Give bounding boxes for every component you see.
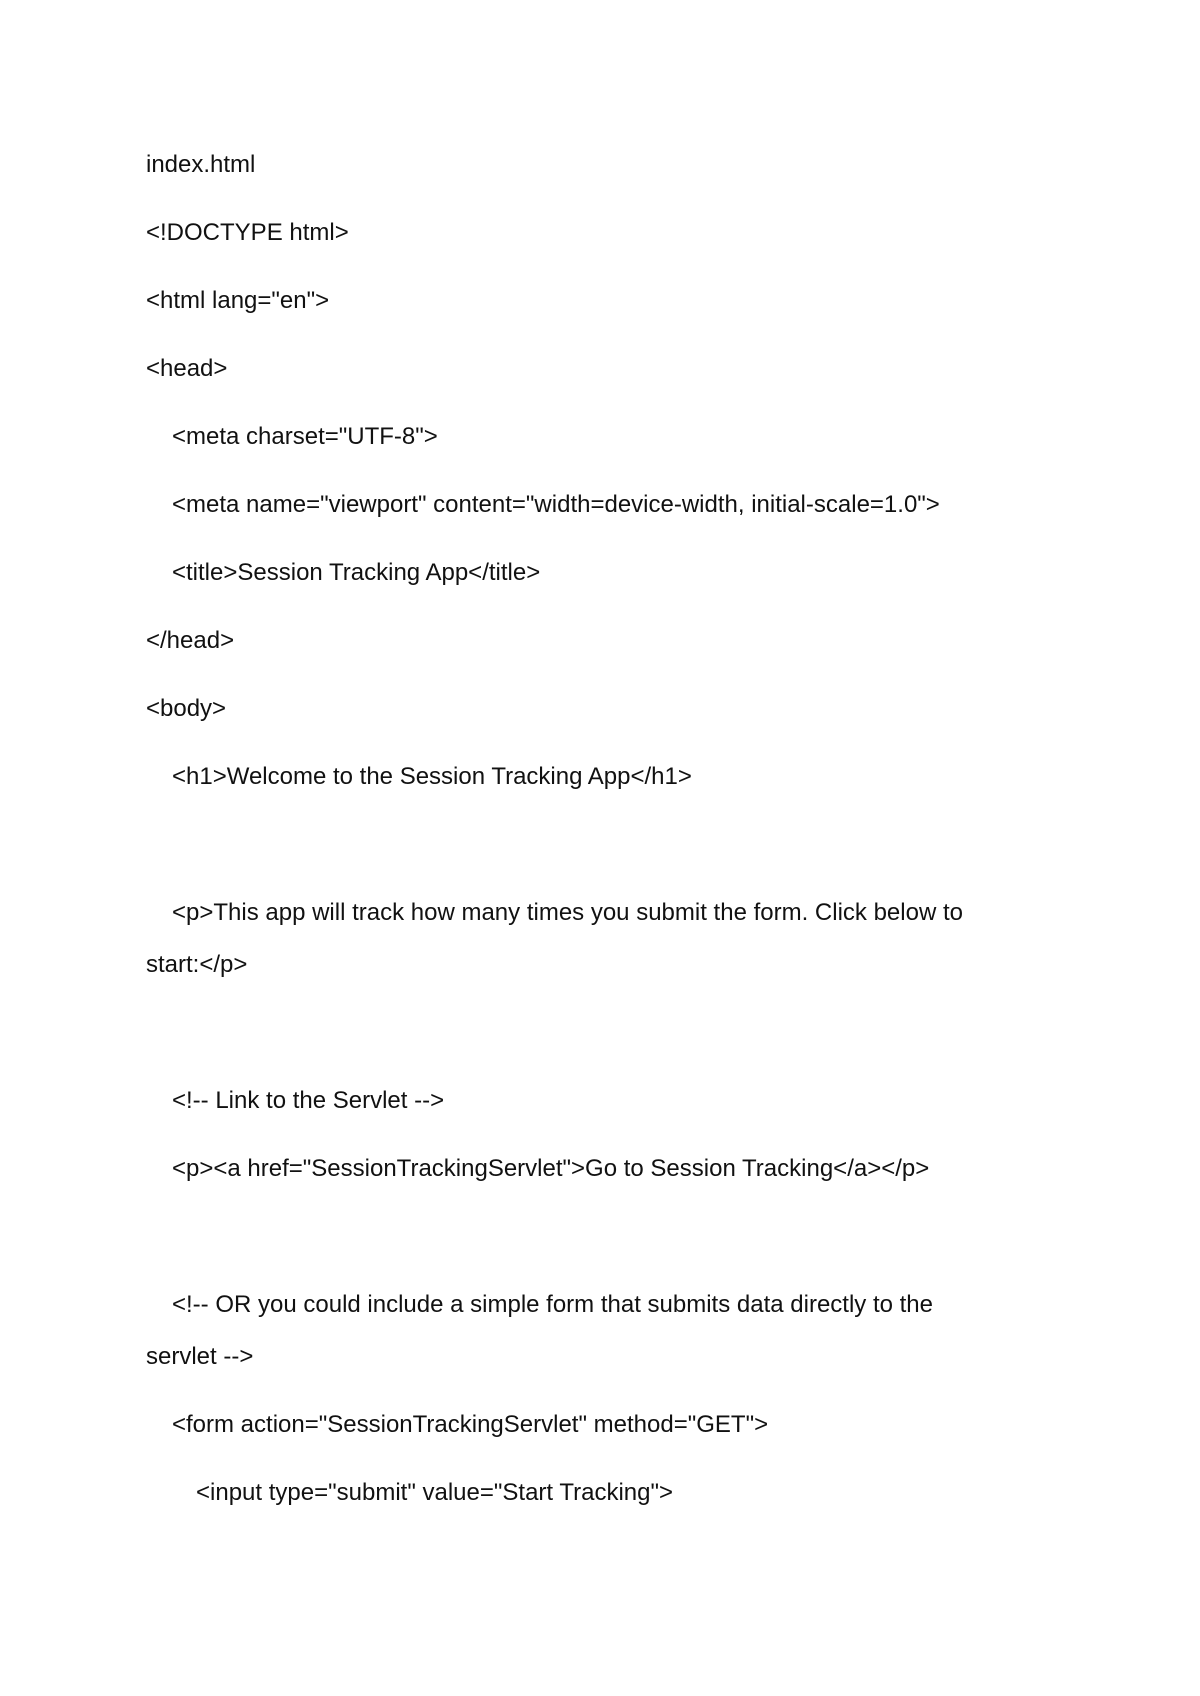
code-line: <meta name="viewport" content="width=device-width, initial-scale=1.0"> [172, 491, 940, 518]
code-comment-line: <!-- OR you could include a simple form that submits data directly to the [172, 1291, 934, 1318]
code-line: <head> [146, 355, 228, 382]
code-line: <h1>Welcome to the Session Tracking App</h1> [172, 763, 692, 790]
code-line: <form action="SessionTrackingServlet" method="GET"> [172, 1411, 769, 1438]
code-line: <input type="submit" value="Start Tracking"> [196, 1479, 673, 1506]
code-line: <p>This app will track how many times you submit the form. Click below to [172, 899, 963, 926]
code-line-wrapped: start:</p> [146, 951, 248, 978]
code-line: <p><a href="SessionTrackingServlet">Go to Session Tracking</a></p> [172, 1155, 930, 1182]
file-name-heading: index.html [146, 151, 256, 178]
code-line: </head> [146, 627, 235, 654]
code-line: <body> [146, 695, 227, 722]
code-comment-line-wrapped: servlet --> [146, 1343, 254, 1370]
code-line: <title>Session Tracking App</title> [172, 559, 541, 586]
code-line: <!DOCTYPE html> [146, 219, 349, 246]
code-comment-line: <!-- Link to the Servlet --> [172, 1087, 445, 1114]
code-line: <html lang="en"> [146, 287, 330, 314]
code-line: <meta charset="UTF-8"> [172, 423, 438, 450]
